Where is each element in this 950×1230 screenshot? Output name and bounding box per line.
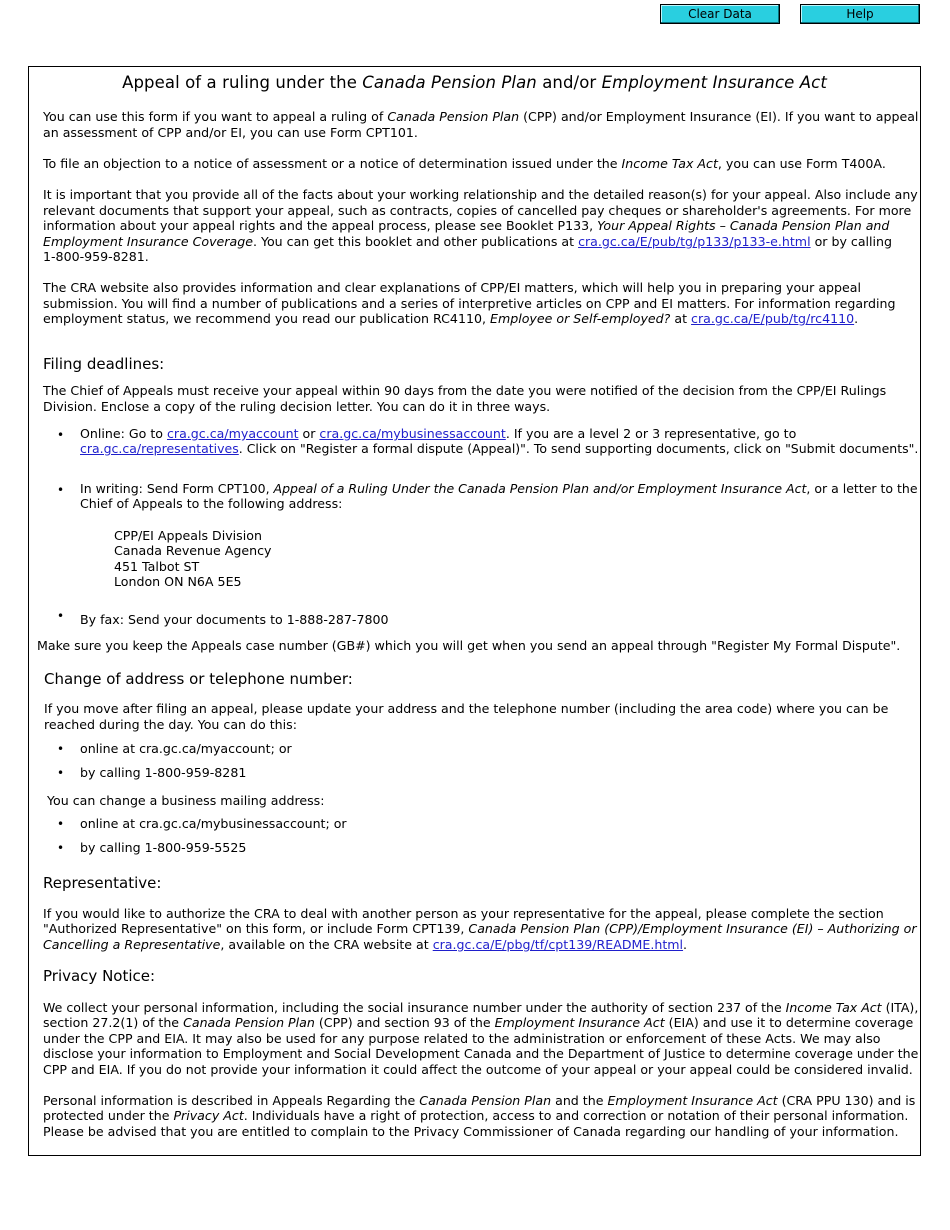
address-line: Canada Revenue Agency xyxy=(114,543,272,558)
page-title: Appeal of a ruling under the Canada Pension Plan and/or Employment Insurance Act xyxy=(122,73,827,92)
change-p-line1: If you move after filing an appeal, please update your address and the telephone number (including the area code) where you can be xyxy=(44,701,889,716)
representatives-link[interactable]: cra.gc.ca/representatives xyxy=(80,441,239,456)
privacy-m-line2: protected under the Privacy Act. Individuals have a right of protection, access to and correction or notation of their personal information. xyxy=(43,1108,909,1123)
filing-p-line2: Division. Enclose a copy of the ruling decision letter. You can do it in three ways. xyxy=(43,399,551,414)
filing-online-line2: cra.gc.ca/representatives. Click on "Register a formal dispute (Appeal)". To send supporting documents, click on "Submit documents". xyxy=(80,441,919,456)
intro-p3-line4: Employment Insurance Coverage. You can get this booklet and other publications at cra.gc.ca/E/pub/tg/p133/p133-e.html or by calling xyxy=(43,234,893,249)
bullet-icon: • xyxy=(57,742,65,756)
bullet-icon: • xyxy=(57,766,65,780)
privacy-line3: under the CPP and EIA. It may also be used for any purpose related to the administration or enforcement of these Acts. We may also xyxy=(43,1031,881,1046)
help-button[interactable]: Help xyxy=(800,4,920,24)
filing-heading: Filing deadlines: xyxy=(43,355,165,373)
change-p-line2: reached during the day. You can do this: xyxy=(44,717,297,732)
bullet-icon: • xyxy=(57,817,65,831)
business-address-label: You can change a business mailing address: xyxy=(47,793,325,808)
rep-line2: "Authorized Representative" on this form, or include Form CPT139, Canada Pension Plan (CPP)/Employment Insurance (EI) – Authorizing or xyxy=(43,921,917,936)
privacy-line5: CPP and EIA. If you do not provide your information it could affect the outcome of your appeal or your appeal could be considered invalid. xyxy=(43,1062,913,1077)
filing-online-line1: Online: Go to cra.gc.ca/myaccount or cra.gc.ca/mybusinessaccount. If you are a level 2 or 3 representative, go to xyxy=(80,426,797,441)
privacy-line2: section 27.2(1) of the Canada Pension Plan (CPP) and section 93 of the Employment Insurance Act (EIA) and use it to determine coverage xyxy=(43,1015,914,1030)
address-line: 451 Talbot ST xyxy=(114,559,200,574)
intro-p4-line3: employment status, we recommend you read our publication RC4110, Employee or Self-employed? at cra.gc.ca/E/pub/tg/rc4110. xyxy=(43,311,859,326)
privacy-heading: Privacy Notice: xyxy=(43,967,156,985)
bullet-icon: • xyxy=(57,609,65,623)
intro-p1-line1: You can use this form if you want to appeal a ruling of Canada Pension Plan (CPP) and/or Employment Insurance (EI). If you want to appeal xyxy=(43,109,919,124)
intro-p4-line1: The CRA website also provides information and clear explanations of CPP/EI matters, which will help you in preparing your appeal xyxy=(43,280,861,295)
bullet-icon: • xyxy=(57,841,65,855)
change-item: online at cra.gc.ca/myaccount; or xyxy=(80,741,292,756)
change-item: by calling 1-800-959-8281 xyxy=(80,765,247,780)
address-line: London ON N6A 5E5 xyxy=(114,574,242,589)
bullet-icon: • xyxy=(57,428,65,442)
privacy-m-line3: Please be advised that you are entitled to complain to the Privacy Commissioner of Canada regarding our handling of your information. xyxy=(43,1124,899,1139)
filing-fax: By fax: Send your documents to 1-888-287-7800 xyxy=(80,612,389,627)
address-line: CPP/EI Appeals Division xyxy=(114,528,262,543)
case-number-note: Make sure you keep the Appeals case number (GB#) which you will get when you send an appeal through "Register My Formal Dispute". xyxy=(37,638,901,653)
intro-p3-line2: relevant documents that support your appeal, such as contracts, copies of cancelled pay cheques or shareholder's agreements. For more xyxy=(43,203,912,218)
rep-line3: Cancelling a Representative, available on the CRA website at cra.gc.ca/E/pbg/tf/cpt139/README.html. xyxy=(43,937,688,952)
intro-p3-line5: 1-800-959-8281. xyxy=(43,249,149,264)
privacy-m-line1: Personal information is described in Appeals Regarding the Canada Pension Plan and the Employment Insurance Act (CRA PPU 130) and is xyxy=(43,1093,916,1108)
cpt139-link[interactable]: cra.gc.ca/E/pbg/tf/cpt139/README.html xyxy=(432,937,684,952)
intro-p2: To file an objection to a notice of assessment or a notice of determination issued under the Income Tax Act, you can use Form T400A. xyxy=(43,156,886,171)
privacy-line4: disclose your information to Employment and Social Development Canada and the Department of Justice to determine coverage under the xyxy=(43,1046,919,1061)
business-item: online at cra.gc.ca/mybusinessaccount; or xyxy=(80,816,347,831)
intro-p4-line2: submission. You will find a number of publications and a series of interpretive articles on CPP and EI matters. For information regarding xyxy=(43,296,896,311)
business-item: by calling 1-800-959-5525 xyxy=(80,840,247,855)
filing-p-line1: The Chief of Appeals must receive your appeal within 90 days from the date you were notified of the decision from the CPP/EI Rulings xyxy=(43,383,887,398)
intro-p3-line1: It is important that you provide all of the facts about your working relationship and the detailed reason(s) for your appeal. Also include any xyxy=(43,187,918,202)
p133-link[interactable]: cra.gc.ca/E/pub/tg/p133/p133-e.html xyxy=(578,234,811,249)
intro-p3-line3: information about your appeal rights and the appeal process, please see Booklet P133, Your Appeal Rights – Canada Pension Plan and xyxy=(43,218,890,233)
clear-data-button[interactable]: Clear Data xyxy=(660,4,780,24)
change-heading: Change of address or telephone number: xyxy=(44,670,353,688)
mybusinessaccount-link[interactable]: cra.gc.ca/mybusinessaccount xyxy=(319,426,506,441)
myaccount-link[interactable]: cra.gc.ca/myaccount xyxy=(166,426,299,441)
filing-writing-line1: In writing: Send Form CPT100, Appeal of a Ruling Under the Canada Pension Plan and/or Employment Insurance Act, or a letter to the xyxy=(80,481,918,496)
bullet-icon: • xyxy=(57,483,65,497)
intro-p1-line2: an assessment of CPP and/or EI, you can use Form CPT101. xyxy=(43,125,418,140)
rep-line1: If you would like to authorize the CRA to deal with another person as your representative for the appeal, please complete the section xyxy=(43,906,884,921)
representative-heading: Representative: xyxy=(43,874,162,892)
privacy-line1: We collect your personal information, including the social insurance number under the authority of section 237 of the Income Tax Act (ITA), xyxy=(43,1000,919,1015)
rc4110-link[interactable]: cra.gc.ca/E/pub/tg/rc4110 xyxy=(691,311,855,326)
filing-writing-line2: Chief of Appeals to the following address: xyxy=(80,496,343,511)
